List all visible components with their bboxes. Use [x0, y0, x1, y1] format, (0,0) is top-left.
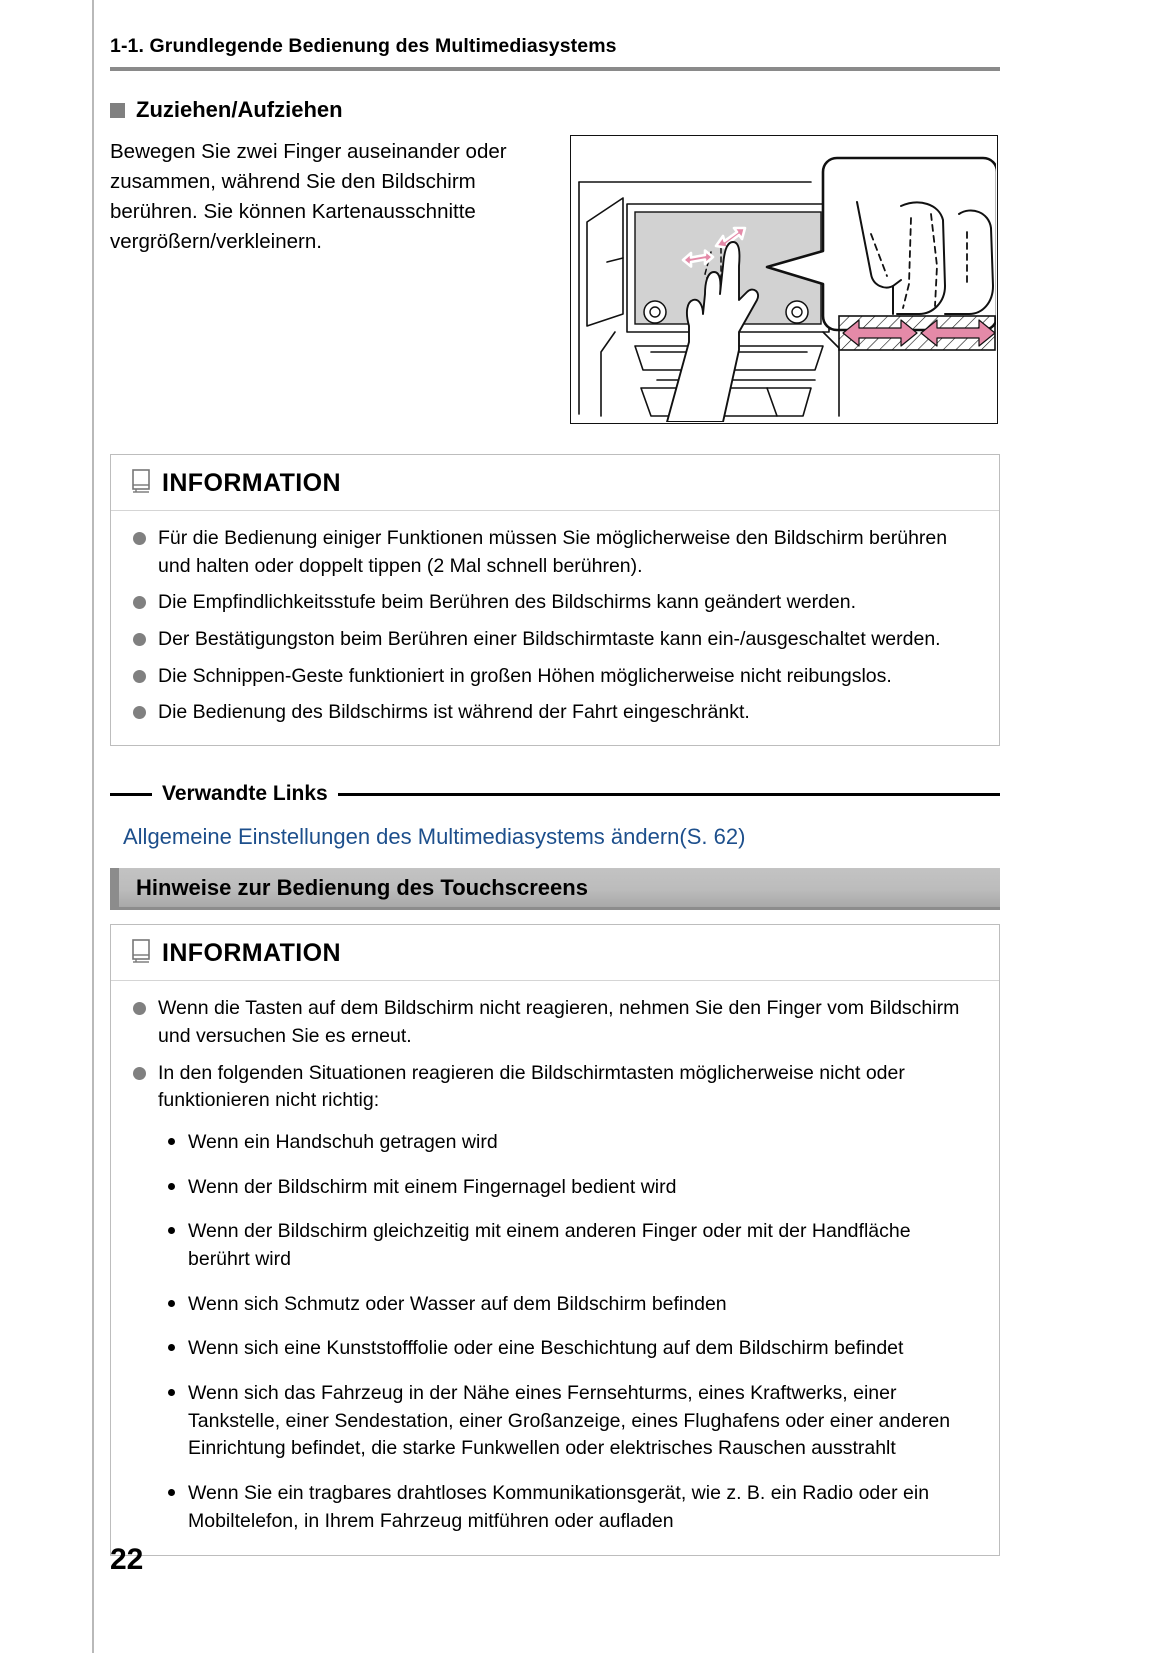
list-item: Der Bestätigungston beim Berühren einer Bildschirmtaste kann ein-/ausgeschaltet werden.: [131, 626, 977, 654]
information-panel-1-header: [111, 455, 999, 511]
information-panel-2: [110, 924, 1000, 1556]
list-item: Wenn ein Handschuh getragen wird: [162, 1129, 977, 1157]
related-links-title: Verwandte Links: [162, 782, 328, 806]
list-item: Wenn der Bildschirm gleichzeitig mit einem anderen Finger oder mit der Handfläche berührt wird: [162, 1218, 977, 1273]
list-item: Die Bedienung des Bildschirms ist während der Fahrt eingeschränkt.: [131, 699, 977, 727]
section-bar: [110, 868, 1000, 910]
list-item: Wenn Sie ein tragbares drahtloses Kommunikationsgerät, wie z. B. ein Radio oder ein Mobiltelefon, in Ihrem Fahrzeug mitführen oder aufladen: [162, 1480, 977, 1535]
information-panel-1-title: INFORMATION: [162, 469, 341, 497]
book-icon: [131, 939, 151, 968]
information-panel-2-header: [111, 925, 999, 981]
related-links-dash-left: [110, 793, 152, 796]
header-divider: [110, 67, 1000, 71]
list-item: Wenn sich eine Kunststofffolie oder eine Beschichtung auf dem Bildschirm befindet: [162, 1335, 977, 1363]
related-link-1[interactable]: Allgemeine Einstellungen des Multimediasystems ändern(S. 62): [123, 824, 746, 850]
list-item: Wenn sich das Fahrzeug in der Nähe eines Fernsehturms, eines Kraftwerks, einer Tankstelle, einer Sendestation, einer Großanzeige, eines Flughafens oder einer anderen Einrichtung befindet, die starke Funkwellen oder elektrisches Rauschen ausstrahlt: [162, 1380, 977, 1463]
information-panel-1: [110, 454, 1000, 746]
list-item: Wenn der Bildschirm mit einem Fingernagel bedient wird: [162, 1174, 977, 1202]
pinch-zoom-illustration: [570, 135, 998, 424]
list-item: Wenn sich Schmutz oder Wasser auf dem Bildschirm befinden: [162, 1291, 977, 1319]
subsection-heading-label: Zuziehen/Aufziehen: [136, 97, 343, 122]
information-panel-1-body: [111, 511, 999, 745]
list-item: Für die Bedienung einiger Funktionen müssen Sie möglicherweise den Bildschirm berühren und halten oder doppelt tippen (2 Mal schnell berühren).: [131, 525, 977, 580]
information-panel-2-list: [131, 995, 977, 1535]
intro-paragraph: Bewegen Sie zwei Finger auseinander oder zusammen, während Sie den Bildschirm berühren. Sie können Kartenausschnitte vergrößern/verkleinern.: [110, 140, 507, 254]
information-panel-2-body: [111, 981, 999, 1555]
pinch-zoom-figure-svg: [571, 136, 996, 422]
list-item: Wenn die Tasten auf dem Bildschirm nicht reagieren, nehmen Sie den Finger vom Bildschirm und versuchen Sie es erneut.: [131, 995, 977, 1050]
related-links-dash-right: [338, 793, 1000, 796]
page-number: 22: [110, 1543, 144, 1576]
intro-row: [110, 135, 1000, 424]
subsection-heading: [110, 97, 1000, 123]
list-item-text: In den folgenden Situationen reagieren die Bildschirmtasten möglicherweise nicht oder funktionieren nicht richtig:: [158, 1061, 905, 1112]
square-bullet-icon: [110, 103, 125, 118]
chapter-header: 1-1. Grundlegende Bedienung des Multimediasystems: [110, 35, 617, 57]
book-icon: [131, 469, 151, 498]
page-content: [110, 0, 1000, 1556]
section-bar-title: Hinweise zur Bedienung des Touchscreens: [136, 874, 588, 900]
information-panel-1-list: [131, 525, 977, 727]
list-item: Die Schnippen-Geste funktioniert in großen Höhen möglicherweise nicht reibungslos.: [131, 663, 977, 691]
list-item: [131, 1060, 977, 1536]
left-margin-rule: [92, 0, 94, 1653]
information-panel-2-sublist: [162, 1129, 977, 1536]
information-panel-2-title: INFORMATION: [162, 939, 341, 968]
related-links-heading: [110, 782, 1000, 806]
list-item: Die Empfindlichkeitsstufe beim Berühren des Bildschirms kann geändert werden.: [131, 589, 977, 617]
